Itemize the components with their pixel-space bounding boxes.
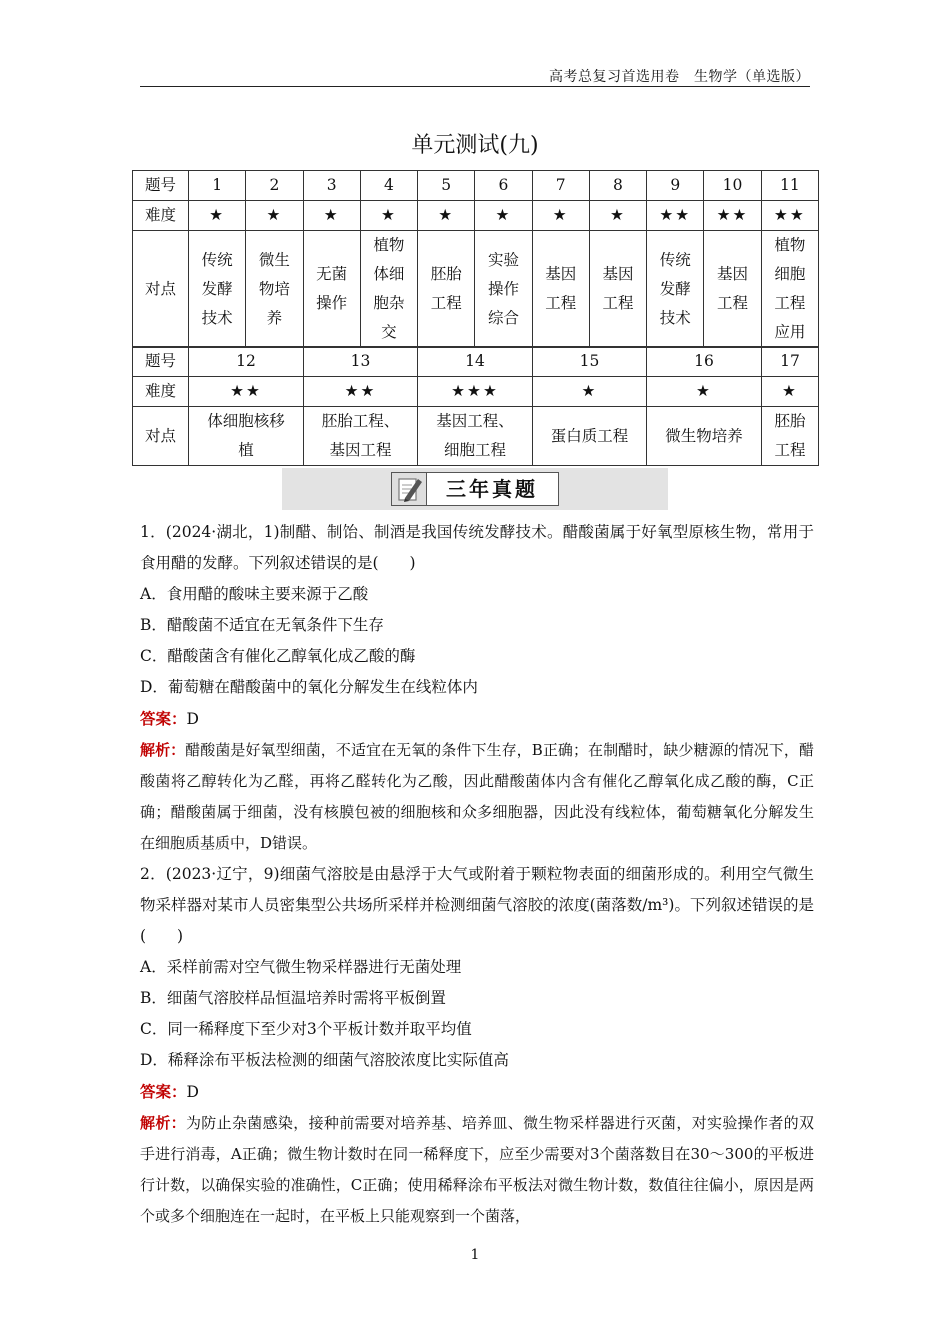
difficulty-stars: ★ <box>303 201 360 231</box>
number-cell: 17 <box>762 347 819 377</box>
explanation-text: 醋酸菌是好氧型细菌，不适宜在无氧的条件下生存，B正确；在制醋时，缺少糖源的情况下，醋酸菌将乙醇转化为乙醛，再将乙醛转化为乙酸，因此醋酸菌体内含有催化乙醇氧化成乙酸的酶，C正确；醋酸菌属于细菌，没有核膜包被的细胞核和众多细胞器，因此没有线粒体，葡萄糖氧化分解发生在细胞质基质中，D错误。 <box>140 741 814 852</box>
difficulty-stars: ★ <box>360 201 417 231</box>
number-cell: 13 <box>304 347 418 377</box>
difficulty-stars: ★ <box>418 201 475 231</box>
answer-label: 答案： <box>140 709 187 728</box>
number-cell: 7 <box>532 171 589 201</box>
difficulty-table-2 <box>132 346 819 466</box>
question-stem: 1．(2024·湖北，1)制醋、制饴、制酒是我国传统发酵技术。醋酸菌属于好氧型原核生物，常用于食用醋的发酵。下列叙述错误的是( ) <box>140 523 814 572</box>
topic-cell: 植物 细胞 工程 应用 <box>761 231 818 348</box>
table-row-number <box>133 347 819 377</box>
number-cell: 11 <box>761 171 818 201</box>
question-list <box>140 517 814 1232</box>
table-row-topic <box>133 407 819 466</box>
topic-cell: 基因工程、 细胞工程 <box>418 407 533 466</box>
difficulty-stars: ★★ <box>761 201 818 231</box>
table-row-number <box>133 171 819 201</box>
topic-cell: 基因 工程 <box>532 231 589 348</box>
option-a: A．采样前需对空气微生物采样器进行无菌处理 <box>140 958 462 976</box>
difficulty-stars: ★ <box>533 377 647 407</box>
answer-line <box>140 703 814 735</box>
explanation-text: 为防止杂菌感染，接种前需要对培养基、培养皿、微生物采样器进行灭菌，对实验操作者的双手进行消毒，A正确；微生物计数时在同一稀释度下，应至少需要对3个菌落数目在30～300的平板进行计数，以确保实验的准确性，C正确；使用稀释涂布平板法对微生物计数，数值往往偏小，原因是两个或多个细胞连在一起时，在平板上只能观察到一个菌落， <box>140 1114 814 1225</box>
number-cell: 15 <box>533 347 647 377</box>
table-row-topic <box>133 231 819 348</box>
number-cell: 14 <box>418 347 533 377</box>
topic-cell: 基因 工程 <box>589 231 646 348</box>
table-row-difficulty <box>133 377 819 407</box>
question-1 <box>140 517 814 859</box>
row-label: 难度 <box>133 201 189 231</box>
option-b: B．醋酸菌不适宜在无氧条件下生存 <box>140 616 384 634</box>
number-cell: 3 <box>303 171 360 201</box>
difficulty-stars: ★★ <box>189 377 304 407</box>
explanation <box>140 735 814 859</box>
option-d: D．葡萄糖在醋酸菌中的氧化分解发生在线粒体内 <box>140 678 478 696</box>
number-cell: 6 <box>475 171 532 201</box>
difficulty-stars: ★ <box>762 377 819 407</box>
topic-cell: 蛋白质工程 <box>533 407 647 466</box>
topic-cell: 无菌 操作 <box>303 231 360 348</box>
difficulty-stars: ★ <box>189 201 246 231</box>
topic-cell: 实验 操作 综合 <box>475 231 532 348</box>
topic-cell: 胚胎 工程 <box>762 407 819 466</box>
running-header: 高考总复习首选用卷 生物学（单选版） <box>549 69 810 85</box>
answer-label: 答案： <box>140 1082 187 1101</box>
explanation-label: 解析： <box>140 741 186 759</box>
row-label: 难度 <box>133 377 189 407</box>
number-cell: 1 <box>189 171 246 201</box>
topic-cell: 传统 发酵 技术 <box>647 231 704 348</box>
pencil-icon <box>392 473 427 505</box>
explanation <box>140 1108 814 1232</box>
answer-value: D <box>186 710 199 728</box>
number-cell: 5 <box>418 171 475 201</box>
difficulty-stars: ★★ <box>647 201 704 231</box>
option-a: A．食用醋的酸味主要来源于乙酸 <box>140 585 369 603</box>
topic-cell: 体细胞核移 植 <box>189 407 304 466</box>
difficulty-stars: ★ <box>475 201 532 231</box>
difficulty-stars: ★★★ <box>418 377 533 407</box>
section-banner <box>282 468 668 510</box>
answer-value: D <box>186 1083 199 1101</box>
page-number: 1 <box>470 1247 480 1263</box>
topic-cell: 微生 物培 养 <box>246 231 303 348</box>
answer-line <box>140 1076 814 1108</box>
topic-cell: 传统 发酵 技术 <box>189 231 246 348</box>
row-label: 对点 <box>133 407 189 466</box>
row-label: 对点 <box>133 231 189 348</box>
difficulty-stars: ★★ <box>304 377 418 407</box>
option-c: C．同一稀释度下至少对3个平板计数并取平均值 <box>140 1020 472 1038</box>
table-row-difficulty <box>133 201 819 231</box>
option-c: C．醋酸菌含有催化乙醇氧化成乙酸的酶 <box>140 647 416 665</box>
difficulty-stars: ★★ <box>704 201 761 231</box>
number-cell: 8 <box>589 171 646 201</box>
row-label: 题号 <box>133 171 189 201</box>
explanation-label: 解析： <box>140 1114 186 1132</box>
banner-title: 三年真题 <box>446 477 538 501</box>
question-stem: 2．(2023·辽宁，9)细菌气溶胶是由悬浮于大气或附着于颗粒物表面的细菌形成的。利用空气微生物采样器对某市人员密集型公共场所采样并检测细菌气溶胶的浓度(菌落数/m³)。下列叙述错误的是( ) <box>140 865 814 945</box>
number-cell: 2 <box>246 171 303 201</box>
topic-cell: 胚胎 工程 <box>418 231 475 348</box>
difficulty-stars: ★ <box>246 201 303 231</box>
banner-box <box>391 472 559 506</box>
number-cell: 9 <box>647 171 704 201</box>
header-rule <box>140 86 810 87</box>
number-cell: 16 <box>647 347 762 377</box>
difficulty-stars: ★ <box>647 377 762 407</box>
difficulty-stars: ★ <box>589 201 646 231</box>
number-cell: 4 <box>360 171 417 201</box>
row-label: 题号 <box>133 347 189 377</box>
topic-cell: 基因 工程 <box>704 231 761 348</box>
number-cell: 10 <box>704 171 761 201</box>
page-title: 单元测试(九) <box>411 133 539 158</box>
number-cell: 12 <box>189 347 304 377</box>
question-2 <box>140 859 814 1232</box>
topic-cell: 微生物培养 <box>647 407 762 466</box>
difficulty-stars: ★ <box>532 201 589 231</box>
topic-cell: 植物 体细 胞杂 交 <box>360 231 417 348</box>
difficulty-table-1 <box>132 170 819 348</box>
option-b: B．细菌气溶胶样品恒温培养时需将平板倒置 <box>140 989 446 1007</box>
option-d: D．稀释涂布平板法检测的细菌气溶胶浓度比实际值高 <box>140 1051 509 1069</box>
topic-cell: 胚胎工程、 基因工程 <box>304 407 418 466</box>
